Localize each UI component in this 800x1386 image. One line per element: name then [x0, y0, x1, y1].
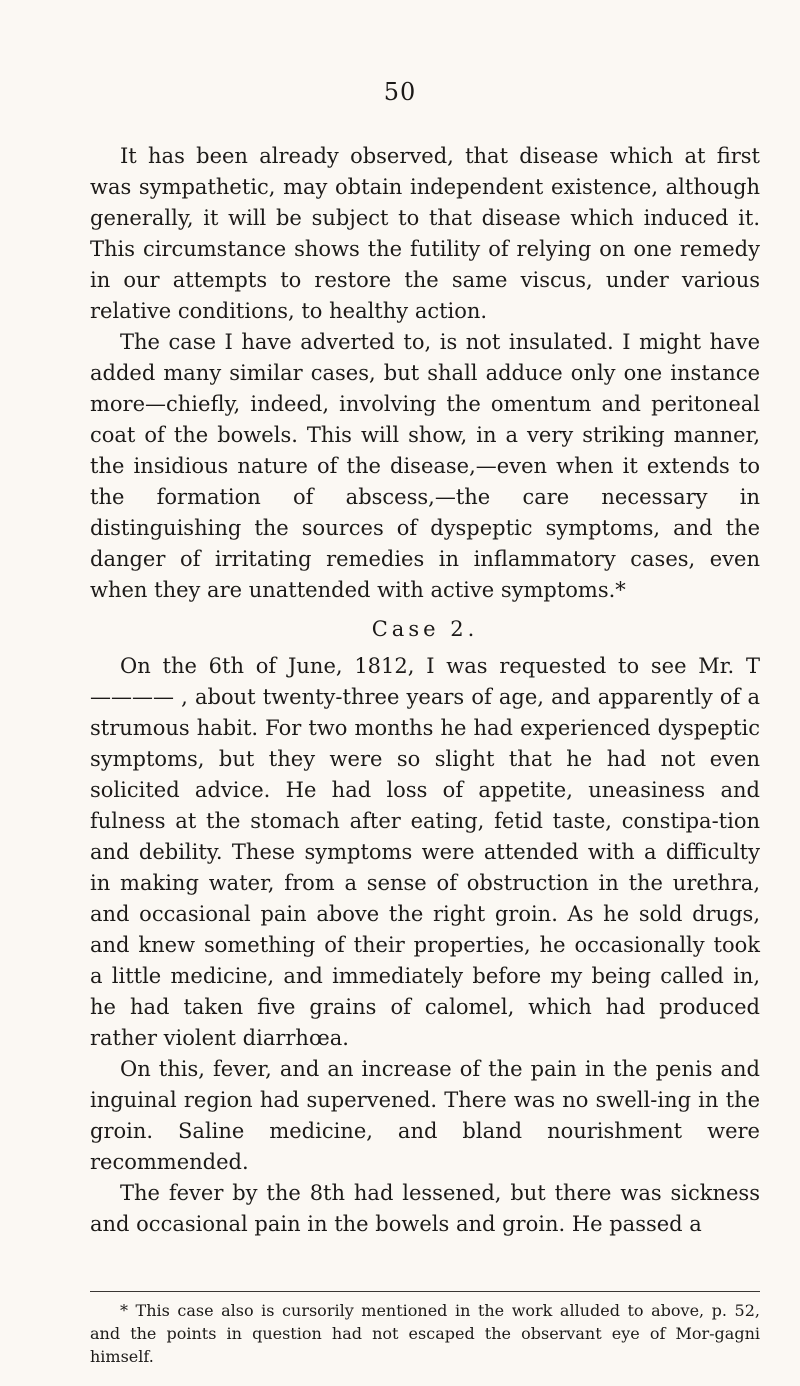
page-number: 50 [383, 78, 417, 106]
body-text [90, 141, 760, 1240]
case-heading: Case 2. [371, 617, 479, 641]
paragraph: It has been already observed, that disease which at first was sympathetic, may obtain independent existence, although generally, it will be subject to that disease which induced it. This circumstance shows the futility of relying on one remedy in our attempts to restore the same viscus, under various relative conditions, to healthy action. [90, 144, 760, 323]
footnote: * This case also is cursorily mentioned in the work alluded to above, p. 52, and the points in question had not escaped the observant eye of Mor-gagni himself. [90, 1301, 760, 1366]
paragraph: The case I have adverted to, is not insulated. I might have added many similar cases, but shall adduce only one instance more—chiefly, indeed, involving the omentum and peritoneal coat of the bowels. This will show, in a very striking manner, the insidious nature of the disease,—even when it extends to the formation of abscess,—the care necessary in distinguishing the sources of dyspeptic symptoms, and the danger of irritating remedies in inflammatory cases, even when they are unattended with active symptoms.* [90, 330, 760, 602]
paragraph: On this, fever, and an increase of the pain in the penis and inguinal region had supervened. There was no swell-ing in the groin. Saline medicine, and bland nourishment were recommended. [90, 1057, 760, 1174]
paragraph: The fever by the 8th had lessened, but there was sickness and occasional pain in the bowels and groin. He passed a [90, 1181, 760, 1236]
paragraph: On the 6th of June, 1812, I was requested to see Mr. T———— , about twenty-three years of age, and apparently of a strumous habit. For two months he had experienced dyspeptic symptoms, but they were so slight that he had not even solicited advice. He had loss of appetite, uneasiness and fulness at the stomach after eating, fetid taste, constipa-tion and debility. These symptoms were attended with a difficulty in making water, from a sense of obstruction in the urethra, and occasional pain above the right groin. As he sold drugs, and knew something of their properties, he occasionally took a little medicine, and immediately before my being called in, he had taken five grains of calomel, which had produced rather violent diarrhœa. [90, 654, 760, 1050]
footnote-rule [90, 1291, 760, 1292]
